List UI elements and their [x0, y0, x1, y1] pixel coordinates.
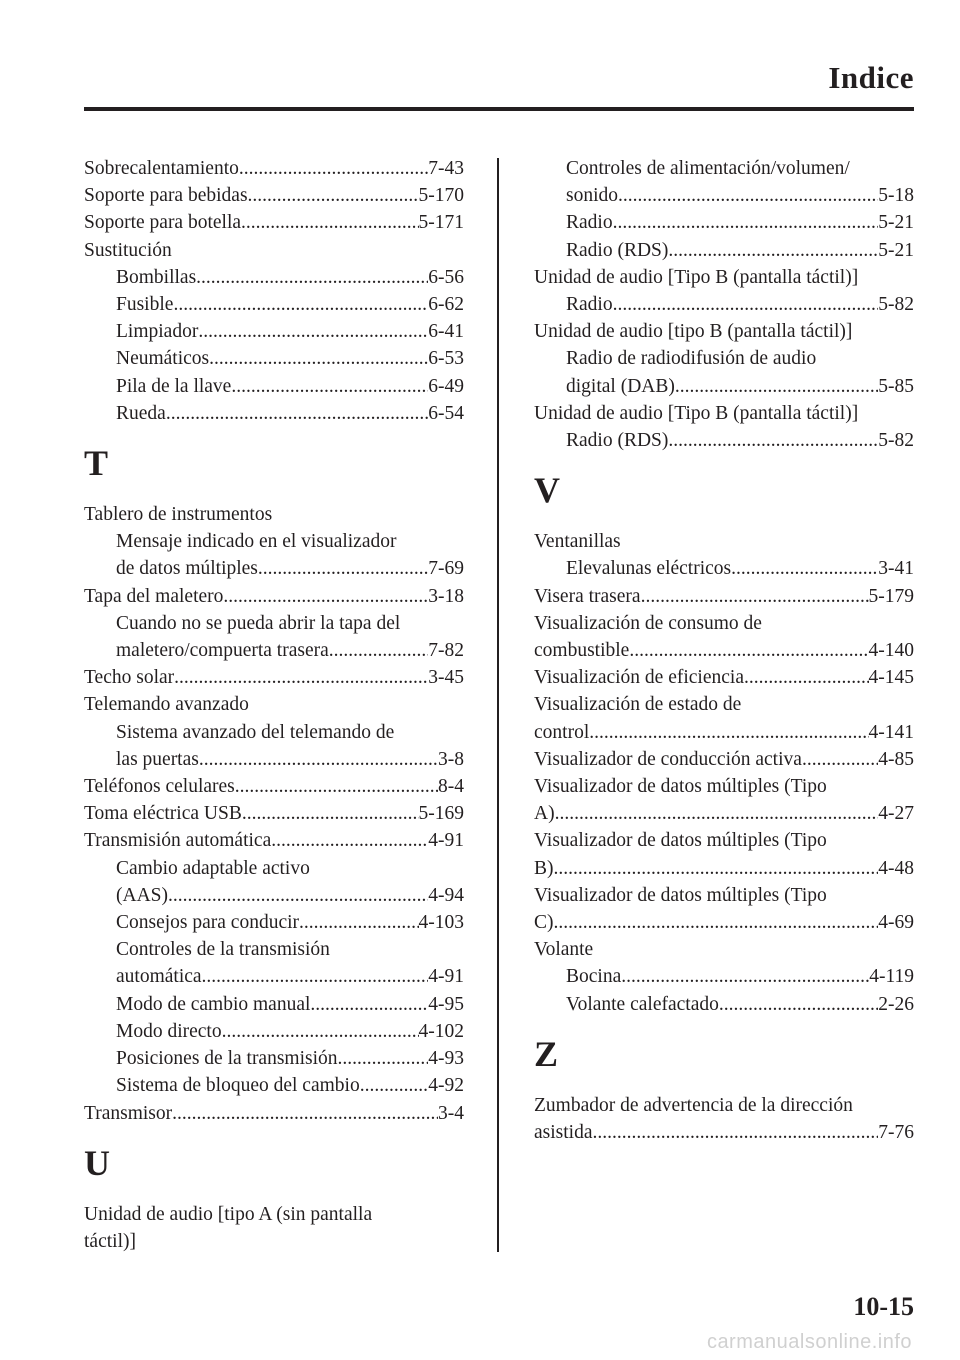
index-heading-line: Unidad de audio [Tipo B (pantalla táctil)]	[534, 402, 859, 424]
dot-leader	[235, 773, 438, 800]
index-entry-page: 3-8	[438, 748, 464, 770]
index-entry-page: 6-41	[428, 321, 464, 343]
index-entry	[534, 909, 914, 936]
dot-leader	[621, 963, 869, 990]
index-entry-term: Radio	[566, 212, 613, 234]
dot-leader	[223, 583, 428, 610]
dot-leader	[258, 555, 428, 582]
index-entry-term: combustible	[534, 640, 630, 662]
dot-leader	[613, 209, 879, 236]
dot-leader	[166, 400, 428, 427]
dot-leader	[731, 555, 878, 582]
index-entry-term: Toma eléctrica USB	[84, 803, 242, 825]
index-heading-line: Unidad de audio [Tipo B (pantalla táctil)]	[534, 266, 859, 288]
index-entry-page: 2-26	[878, 993, 914, 1015]
index-entry-term: control	[534, 721, 590, 743]
page-title: Indice	[828, 60, 914, 95]
dot-leader	[199, 746, 438, 773]
index-entry	[84, 963, 464, 990]
index-heading-line: Unidad de audio [tipo B (pantalla táctil)]	[534, 321, 853, 343]
index-entry-term: las puertas	[116, 748, 199, 770]
index-entry	[84, 664, 464, 691]
page-number: 10-15	[853, 1292, 914, 1321]
index-entry	[534, 373, 914, 400]
index-entry-page: 5-171	[418, 212, 464, 234]
index-entry-page: 5-18	[878, 185, 914, 207]
index-letter-heading: T	[84, 443, 109, 484]
index-entry	[534, 209, 914, 236]
index-entry-page: 4-69	[878, 912, 914, 934]
dot-leader	[593, 1119, 879, 1146]
index-entry	[534, 664, 914, 691]
index-heading-line: Tablero de instrumentos	[84, 504, 273, 526]
dot-leader	[675, 373, 878, 400]
index-entry	[534, 555, 914, 582]
index-entry-page: 7-43	[428, 158, 464, 179]
index-entry-page: 5-170	[418, 185, 464, 207]
index-entry	[84, 827, 464, 854]
index-heading-line: Volante	[534, 939, 594, 961]
index-entry-page: 4-91	[428, 966, 464, 988]
index-entry-page: 4-141	[868, 721, 914, 743]
index-entry	[534, 237, 914, 264]
index-entry-term: Transmisión automática	[84, 830, 272, 852]
index-entry	[84, 909, 464, 936]
index-entry-page: 3-45	[428, 667, 464, 689]
dot-leader	[241, 209, 418, 236]
dot-leader	[174, 664, 428, 691]
index-entry	[84, 800, 464, 827]
index-entry	[534, 182, 914, 209]
index-entry-term: Techo solar	[84, 667, 175, 689]
index-entry	[84, 583, 464, 610]
index-entry-page: 6-54	[428, 402, 464, 424]
index-entry-term: Rueda	[116, 402, 166, 424]
index-entry	[534, 855, 914, 882]
index-entry	[84, 1072, 464, 1099]
index-entry-page: 4-102	[418, 1020, 464, 1042]
index-heading-line: Visualizador de datos múltiples (Tipo	[534, 830, 827, 852]
index-heading-line: Zumbador de advertencia de la dirección	[534, 1094, 853, 1116]
index-entry-term: Bocina	[566, 966, 622, 988]
index-heading-line: Telemando avanzado	[84, 694, 249, 716]
index-entry-page: 6-53	[428, 348, 464, 370]
index-entry-page: 5-169	[418, 803, 464, 825]
index-entry	[534, 1119, 914, 1146]
dot-leader	[554, 855, 879, 882]
index-heading-line: Visualizador de datos múltiples (Tipo	[534, 884, 827, 906]
index-entry-term: B)	[534, 857, 554, 879]
index-entry-page: 4-27	[878, 803, 914, 825]
index-entry-page: 4-48	[878, 857, 914, 879]
index-entry-term: Elevalunas eléctricos	[566, 558, 732, 580]
dot-leader	[554, 909, 879, 936]
dot-leader	[271, 827, 428, 854]
index-entry	[84, 882, 464, 909]
index-entry-term: digital (DAB)	[566, 375, 675, 397]
index-entry-term: Pila de la llave	[116, 375, 232, 397]
index-entry-page: 4-92	[428, 1075, 464, 1097]
watermark: carmanualsonline.info	[706, 1331, 912, 1353]
index-entry	[534, 746, 914, 773]
index-heading-line: Visualizador de datos múltiples (Tipo	[534, 776, 827, 798]
index-entry-term: Transmisor	[84, 1102, 173, 1124]
index-entry	[84, 773, 464, 800]
dot-leader	[719, 991, 878, 1018]
dot-leader	[329, 637, 428, 664]
index-entry-term: Radio (RDS)	[566, 239, 669, 261]
index-entry-term: automática	[116, 966, 202, 988]
index-heading-line: Cuando no se pueda abrir la tapa del	[116, 612, 401, 634]
index-heading-line: Visualización de consumo de	[534, 612, 762, 634]
dot-leader	[242, 800, 419, 827]
index-entry-term: Volante calefactado	[566, 993, 719, 1015]
index-entry-page: 5-85	[878, 375, 914, 397]
dot-leader	[248, 182, 419, 209]
index-entry-page: 4-91	[428, 830, 464, 852]
dot-leader	[744, 664, 869, 691]
index-entry-term: Visualización de eficiencia	[534, 667, 744, 689]
dot-leader	[196, 264, 428, 291]
index-entry-page: 5-82	[878, 294, 914, 316]
dot-leader	[202, 963, 429, 990]
index-column-right	[534, 155, 914, 1146]
index-heading-line: Radio de radiodifusión de audio	[566, 348, 817, 370]
dot-leader	[668, 427, 878, 454]
index-entry-page: 3-18	[428, 585, 464, 607]
column-divider	[497, 158, 499, 1252]
index-letter-heading: Z	[534, 1033, 559, 1074]
index-heading-line: Sustitución	[84, 239, 172, 261]
dot-leader	[629, 637, 868, 664]
index-entry-term: Sistema de bloqueo del cambio	[116, 1075, 360, 1097]
index-entry	[84, 1100, 464, 1127]
index-entry-term: Sobrecalentamiento	[84, 158, 239, 179]
index-entry-page: 5-179	[868, 585, 914, 607]
index-entry-term: Modo de cambio manual	[116, 993, 311, 1015]
index-entry	[534, 719, 914, 746]
dot-leader	[613, 291, 879, 318]
index-entry-page: 4-103	[418, 912, 464, 934]
dot-leader	[802, 746, 878, 773]
index-entry-page: 6-49	[428, 375, 464, 397]
index-entry-term: Soporte para bebidas	[84, 185, 248, 207]
dot-leader	[231, 373, 428, 400]
index-heading-line: Controles de la transmisión	[116, 939, 330, 961]
index-entry	[84, 182, 464, 209]
index-entry-page: 7-82	[428, 640, 464, 662]
index-entry	[534, 637, 914, 664]
dot-leader	[310, 991, 428, 1018]
index-entry	[84, 264, 464, 291]
index-entry-page: 4-93	[428, 1048, 464, 1070]
index-entry-page: 4-94	[428, 884, 464, 906]
dot-leader	[555, 800, 879, 827]
index-entry-page: 6-62	[428, 294, 464, 316]
index-entry	[534, 583, 914, 610]
dot-leader	[641, 583, 869, 610]
index-entry-term: Tapa del maletero	[84, 585, 224, 607]
index-entry-term: Radio	[566, 294, 613, 316]
index-heading-line: táctil)]	[84, 1230, 136, 1252]
index-entry-page: 4-140	[868, 640, 914, 662]
index-entry-page: 5-21	[878, 212, 914, 234]
index-heading-line: Controles de alimentación/volumen/	[566, 158, 850, 179]
index-entry-page: 6-56	[428, 266, 464, 288]
index-heading-line: Visualización de estado de	[534, 694, 742, 716]
dot-leader	[618, 182, 878, 209]
index-entry-term: Consejos para conducir	[116, 912, 300, 934]
index-entry-page: 3-4	[438, 1102, 464, 1124]
index-letter-heading: U	[84, 1142, 110, 1183]
index-entry-term: Visualizador de conducción activa	[534, 748, 802, 770]
index-column-left	[84, 155, 464, 1255]
index-entry	[84, 637, 464, 664]
index-entry-term: Fusible	[116, 294, 174, 316]
index-entry-term: Soporte para botella	[84, 212, 242, 234]
dot-leader	[299, 909, 418, 936]
index-entry-page: 7-69	[428, 558, 464, 580]
index-heading-line: Unidad de audio [tipo A (sin pantalla	[84, 1203, 373, 1225]
index-entry	[534, 427, 914, 454]
index-entry-page: 7-76	[878, 1122, 914, 1144]
index-entry-page: 5-82	[878, 430, 914, 452]
dot-leader	[168, 882, 428, 909]
index-entry	[84, 155, 464, 182]
index-entry	[84, 345, 464, 372]
index-entry	[84, 400, 464, 427]
index-entry-page: 4-85	[878, 748, 914, 770]
dot-leader	[239, 155, 428, 182]
index-entry-term: sonido	[566, 185, 619, 207]
index-entry-page: 4-95	[428, 993, 464, 1015]
index-entry-page: 4-145	[868, 667, 914, 689]
index-entry	[84, 991, 464, 1018]
dot-leader	[338, 1045, 429, 1072]
index-entry	[534, 963, 914, 990]
index-entry	[534, 991, 914, 1018]
index-entry-term: A)	[534, 803, 555, 825]
index-entry	[84, 555, 464, 582]
index-heading-line: Sistema avanzado del telemando de	[116, 721, 395, 743]
index-entry-term: maletero/compuerta trasera	[116, 640, 329, 662]
dot-leader	[173, 291, 428, 318]
index-entry	[84, 209, 464, 236]
dot-leader	[360, 1072, 429, 1099]
dot-leader	[668, 237, 878, 264]
dot-leader	[209, 345, 428, 372]
index-entry-term: Radio (RDS)	[566, 430, 669, 452]
dot-leader	[172, 1100, 438, 1127]
index-entry	[534, 800, 914, 827]
index-entry-term: Limpiador	[116, 321, 199, 343]
dot-leader	[589, 719, 868, 746]
index-entry-term: Posiciones de la transmisión	[116, 1048, 338, 1070]
index-entry-page: 4-119	[869, 966, 914, 988]
index-entry-term: asistida	[534, 1122, 593, 1144]
dot-leader	[222, 1018, 419, 1045]
index-entry-term: Visera trasera	[534, 585, 641, 607]
index-entry	[84, 373, 464, 400]
index-entry-term: Modo directo	[116, 1020, 222, 1042]
index-entry-term: de datos múltiples	[116, 558, 258, 580]
index-entry	[84, 746, 464, 773]
index-entry	[534, 291, 914, 318]
index-entry-page: 5-21	[878, 239, 914, 261]
index-entry-page: 8-4	[438, 776, 464, 798]
index-entry	[84, 1018, 464, 1045]
index-entry-term: Neumáticos	[116, 348, 210, 370]
index-entry	[84, 1045, 464, 1072]
index-entry-page: 3-41	[878, 558, 914, 580]
dot-leader	[198, 318, 428, 345]
header-rule	[84, 107, 914, 111]
index-heading-line: Cambio adaptable activo	[116, 857, 310, 879]
index-entry-term: (AAS)	[116, 884, 168, 906]
index-heading-line: Ventanillas	[534, 531, 621, 553]
index-heading-line: Mensaje indicado en el visualizador	[116, 531, 397, 553]
index-entry-term: Teléfonos celulares	[84, 776, 235, 798]
index-entry	[84, 291, 464, 318]
index-entry	[84, 318, 464, 345]
index-entry-term: Bombillas	[116, 266, 197, 288]
index-letter-heading: V	[534, 470, 560, 511]
index-entry-term: C)	[534, 912, 554, 934]
